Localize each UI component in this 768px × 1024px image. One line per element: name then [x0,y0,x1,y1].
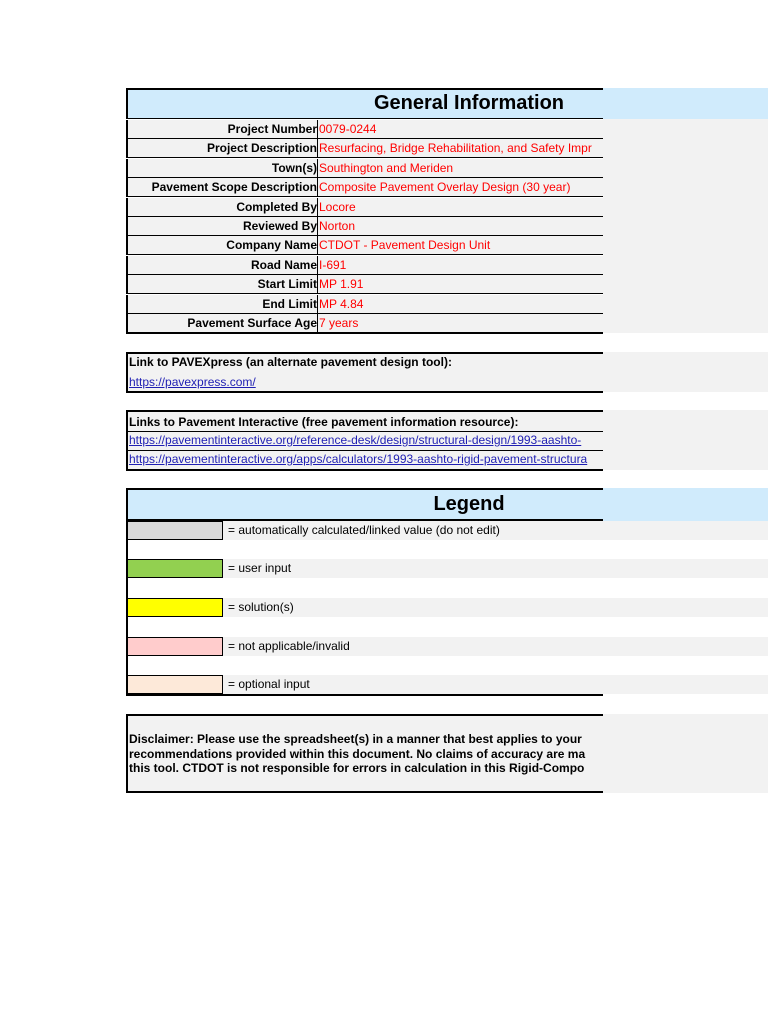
info-value[interactable]: Resurfacing, Bridge Rehabilitation, and Safety Impr [319,141,592,155]
pavexpress-link[interactable]: https://pavexpress.com/ [129,375,256,389]
legend-swatch-user-input [128,559,223,578]
pavement-interactive-box [126,410,603,471]
pavexpress-heading: Link to PAVEXpress (an alternate pavement design tool): [129,355,452,369]
cell-divider [317,198,318,216]
cell-divider [317,236,318,254]
spill-legend-stripe-3 [603,598,768,617]
legend-text-optional: = optional input [228,677,310,691]
general-info-header-text-wrap [0,88,603,119]
spill-legend-stripe-2 [603,559,768,578]
disclaimer-line-1: Disclaimer: Please use the spreadsheet(s) in a manner that best applies to your [129,732,582,746]
info-label: Completed By [236,200,317,214]
legend-text-calculated: = automatically calculated/linked value (do not edit) [228,523,500,537]
pavexpress-box [126,352,603,393]
info-row-completed-by [126,198,603,217]
info-value[interactable]: I-691 [319,258,347,272]
spill-pavement-interactive [603,410,768,470]
legend-swatch-solution [128,598,223,617]
info-label: Pavement Scope Description [151,180,317,194]
spill-legend-header [603,488,768,521]
cell-divider [317,256,318,274]
spill-legend-stripe-5 [603,675,768,694]
pavement-interactive-link-2[interactable]: https://pavementinteractive.org/apps/calculators/1993-aashto-rigid-pavement-structura [129,452,588,466]
info-value[interactable]: Locore [319,200,356,214]
disclaimer-box [126,714,603,793]
info-label: Start Limit [257,277,317,291]
legend-header-text-wrap [0,489,603,519]
legend-title: Legend [433,493,505,515]
pavement-interactive-link-1[interactable]: https://pavementinteractive.org/reference-desk/design/structural-design/1993-aashto- [129,433,582,447]
info-value[interactable]: Southington and Meriden [319,161,454,175]
info-value[interactable]: CTDOT - Pavement Design Unit [319,238,491,252]
cell-divider [317,295,318,313]
info-row-project-number [126,120,603,139]
info-row-towns [126,159,603,178]
info-label: Project Description [206,141,317,155]
info-value[interactable]: Composite Pavement Overlay Design (30 year) [319,180,571,194]
info-row-pavement-scope [126,178,603,197]
info-value[interactable]: MP 4.84 [319,297,364,311]
legend-swatch-optional [128,675,223,694]
cell-divider [317,314,318,332]
info-label: Project Number [227,122,317,136]
cell-divider [317,178,318,196]
legend-text-solution: = solution(s) [228,600,294,614]
cell-divider [317,139,318,157]
disclaimer-line-3: this tool. CTDOT is not responsible for errors in calculation in this Rigid-Compo [129,761,585,775]
general-info-title: General Information [373,92,565,114]
info-value[interactable]: 0079-0244 [319,122,377,136]
legend-text-not-applicable: = not applicable/invalid [228,639,350,653]
info-row-project-description [126,139,603,158]
cell-divider [317,275,318,293]
info-label: End Limit [262,297,317,311]
info-label: Company Name [226,238,317,252]
info-label: Reviewed By [242,219,317,233]
legend-text-user-input: = user input [228,561,292,575]
spill-pavexpress [603,352,768,392]
cell-divider [317,120,318,138]
cell-divider [317,217,318,235]
cell-divider [317,159,318,177]
row-divider [128,450,603,451]
info-row-start-limit [126,275,603,294]
row-divider [128,431,603,432]
info-row-company-name [126,236,603,255]
spill-legend-stripe-4 [603,637,768,656]
disclaimer-line-2: recommendations provided within this document. No claims of accuracy are ma [129,747,586,761]
info-label: Pavement Surface Age [187,316,317,330]
pavement-interactive-heading: Links to Pavement Interactive (free pavement information resource): [129,415,519,429]
spill-disclaimer [603,714,768,793]
info-row-pavement-surface-age [126,314,603,334]
info-row-reviewed-by [126,217,603,236]
legend-swatch-not-applicable [128,637,223,656]
info-value[interactable]: 7 years [319,316,359,330]
info-row-road-name [126,256,603,275]
legend-body [126,521,603,696]
info-row-end-limit [126,295,603,314]
info-label: Town(s) [271,161,317,175]
info-value[interactable]: MP 1.91 [319,277,364,291]
spill-gi-body [603,119,768,333]
spill-legend-stripe-1 [603,521,768,540]
legend-swatch-calculated [128,521,223,540]
info-value[interactable]: Norton [319,219,356,233]
spill-gi-header [603,88,768,119]
info-label: Road Name [250,258,317,272]
